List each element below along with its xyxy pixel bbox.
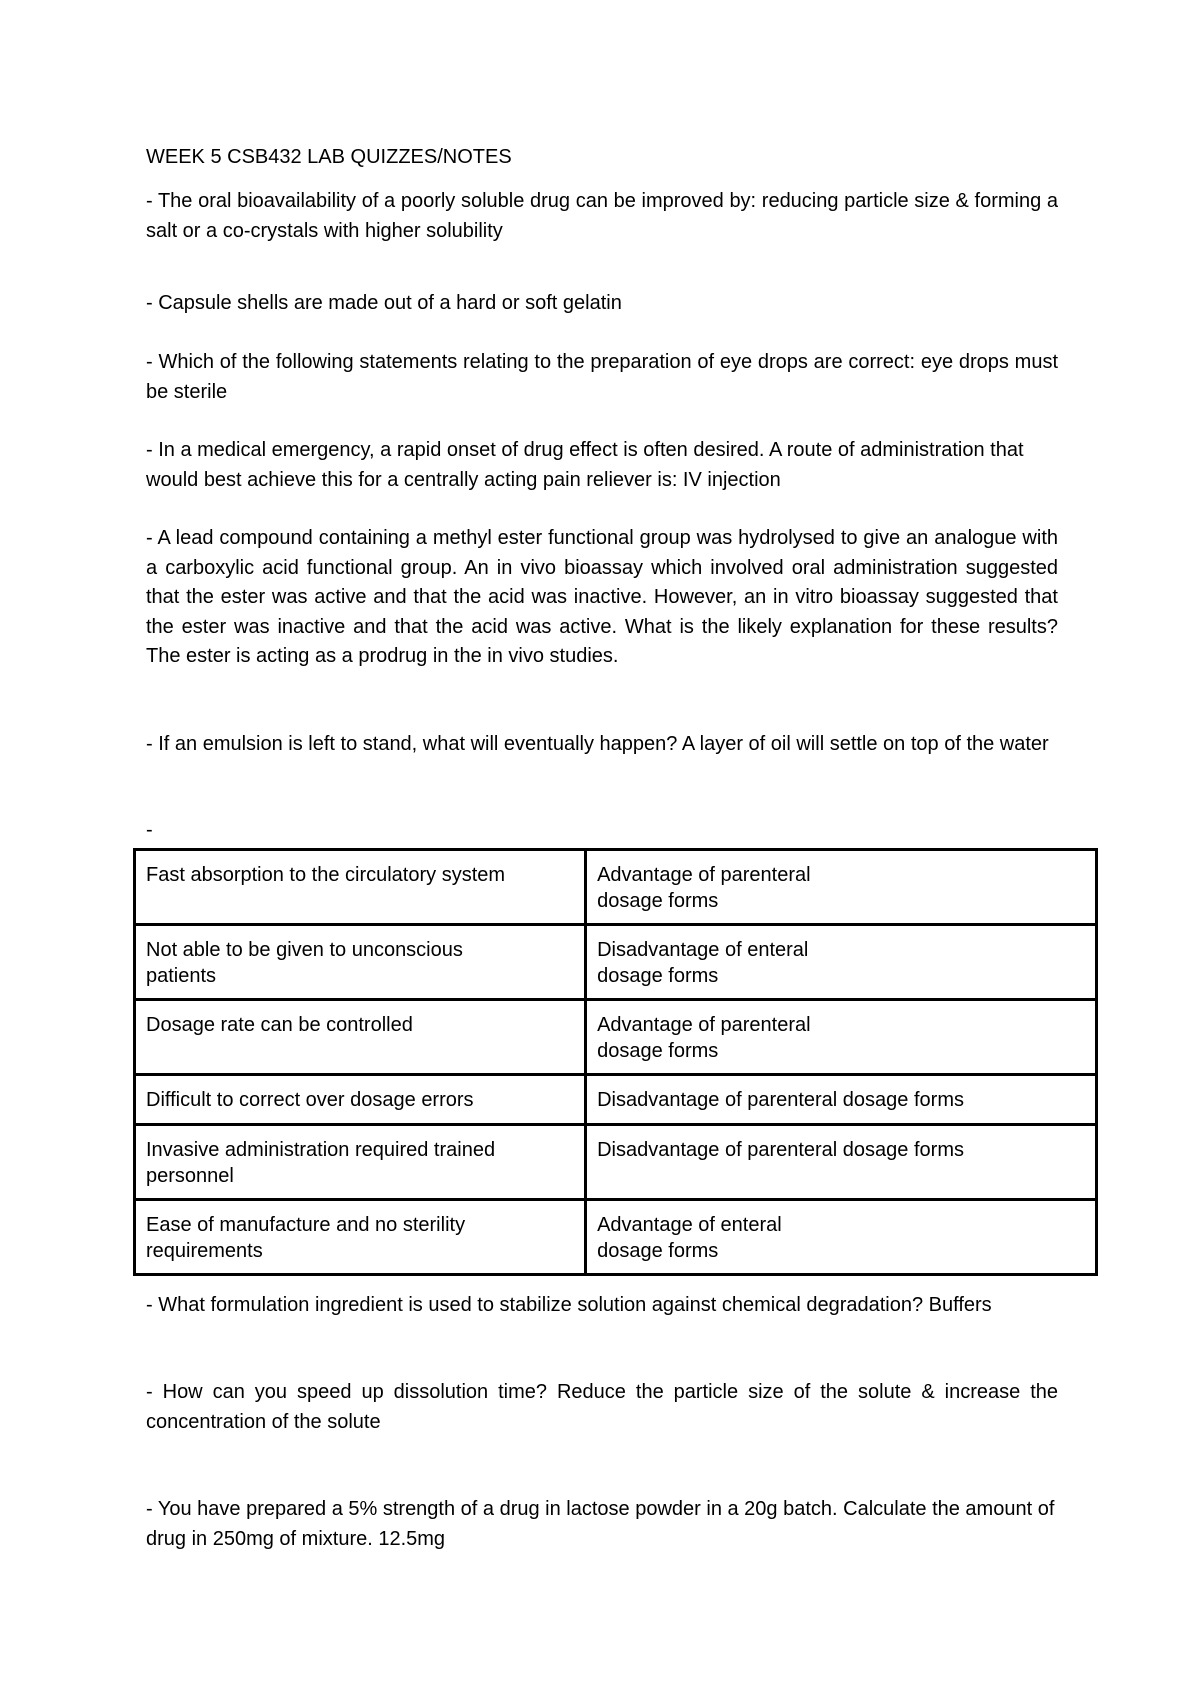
table-cell-classification bbox=[586, 1000, 1097, 1075]
table-row bbox=[135, 925, 1097, 1000]
cell-text: Not able to be given to unconscious bbox=[146, 939, 463, 961]
table-cell-characteristic bbox=[135, 1125, 586, 1200]
cell-text: Advantage of parenteral bbox=[597, 864, 811, 886]
table-cell-characteristic bbox=[135, 850, 586, 925]
note-paragraph: - What formulation ingredient is used to stabilize solution against chemical degradation? Buffers bbox=[146, 1294, 992, 1316]
cell-text: Difficult to correct over dosage errors bbox=[146, 1089, 474, 1111]
table-row bbox=[135, 1000, 1097, 1075]
note-paragraph: - The oral bioavailability of a poorly soluble drug can be improved by: reducing particle size & forming a salt or a co-crystals with higher solubility bbox=[146, 190, 1058, 242]
table-cell-characteristic bbox=[135, 925, 586, 1000]
table-cell-classification bbox=[586, 1200, 1097, 1275]
cell-text: Invasive administration required trained bbox=[146, 1139, 496, 1161]
cell-text: dosage forms bbox=[597, 1240, 719, 1262]
cell-text: Advantage of enteral bbox=[597, 1214, 782, 1236]
table-cell-characteristic bbox=[135, 1075, 586, 1125]
table-row bbox=[135, 1200, 1097, 1275]
table-cell-classification bbox=[586, 850, 1097, 925]
page-title: WEEK 5 CSB432 LAB QUIZZES/NOTES bbox=[146, 146, 512, 168]
table-row bbox=[135, 1125, 1097, 1200]
note-paragraph: - If an emulsion is left to stand, what will eventually happen? A layer of oil will settle on top of the water bbox=[146, 733, 1049, 755]
cell-text: Disadvantage of enteral bbox=[597, 939, 809, 961]
cell-text: Disadvantage of parenteral dosage forms bbox=[597, 1139, 964, 1161]
table-cell-classification bbox=[586, 1075, 1097, 1125]
cell-text: personnel bbox=[146, 1165, 234, 1187]
table-cell-characteristic bbox=[135, 1000, 586, 1075]
cell-text: dosage forms bbox=[597, 1040, 719, 1062]
note-paragraph: - You have prepared a 5% strength of a drug in lactose powder in a 20g batch. Calculate the amount of drug in 250mg of mixture. 12.5mg bbox=[146, 1498, 1055, 1550]
cell-text: Dosage rate can be controlled bbox=[146, 1014, 413, 1036]
cell-text: Disadvantage of parenteral dosage forms bbox=[597, 1089, 964, 1111]
note-paragraph: - A lead compound containing a methyl ester functional group was hydrolysed to give an analogue with a carboxylic acid functional group. An in vivo bioassay which involved oral administration suggested that the ester was active and that the acid was inactive. However, an in vitro bioassay suggested that the ester was inactive and that the acid was active. What is the likely explanation for these results? The ester is acting as a prodrug in the in vivo studies. bbox=[146, 527, 1058, 667]
cell-text: Fast absorption to the circulatory system bbox=[146, 864, 506, 886]
cell-text: dosage forms bbox=[597, 965, 719, 987]
note-paragraph: - Capsule shells are made out of a hard or soft gelatin bbox=[146, 292, 622, 314]
table-row bbox=[135, 850, 1097, 925]
table-row bbox=[135, 1075, 1097, 1125]
dosage-forms-table bbox=[133, 848, 1098, 1276]
cell-text: patients bbox=[146, 965, 217, 987]
cell-text: requirements bbox=[146, 1240, 263, 1262]
cell-text: dosage forms bbox=[597, 890, 719, 912]
table-lead-dash: - bbox=[146, 819, 153, 841]
table-cell-characteristic bbox=[135, 1200, 586, 1275]
note-paragraph: - In a medical emergency, a rapid onset of drug effect is often desired. A route of administration that would best achieve this for a centrally acting pain reliever is: IV injection bbox=[146, 439, 1024, 491]
cell-text: Advantage of parenteral bbox=[597, 1014, 811, 1036]
note-paragraph: - Which of the following statements relating to the preparation of eye drops are correct: eye drops must be sterile bbox=[146, 351, 1058, 403]
table-cell-classification bbox=[586, 925, 1097, 1000]
table-cell-classification bbox=[586, 1125, 1097, 1200]
cell-text: Ease of manufacture and no sterility bbox=[146, 1214, 466, 1236]
note-paragraph: - How can you speed up dissolution time? Reduce the particle size of the solute & increase the concentration of the solute bbox=[146, 1381, 1058, 1433]
